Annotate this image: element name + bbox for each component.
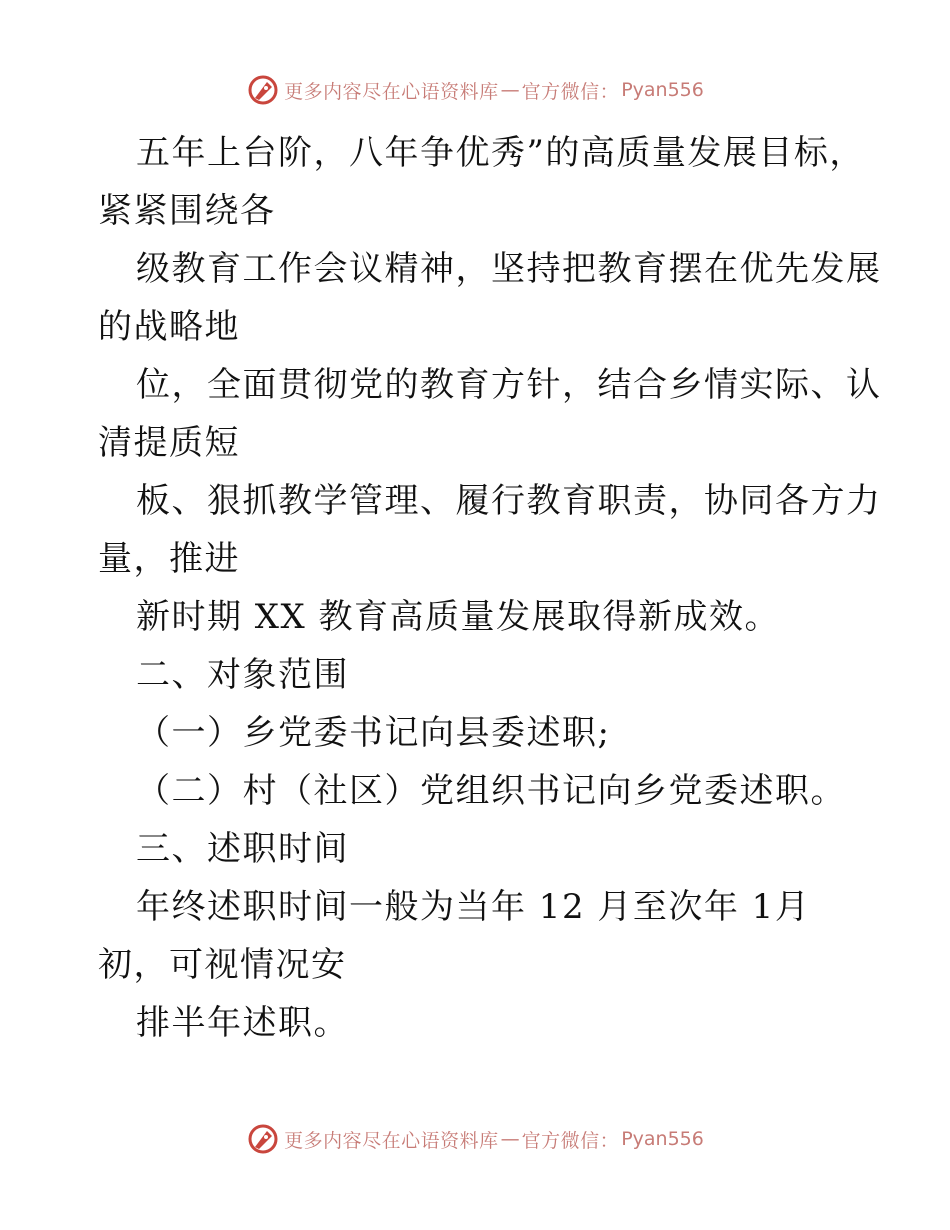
text-line: 级教育工作会议精神，坚持把教育摆在优先发展: [136, 249, 882, 289]
watermark-separator: —: [500, 79, 520, 101]
text-line: 年终述职时间一般为当年 12 月至次年 1月: [136, 887, 811, 927]
section-heading: 二、对象范围: [136, 655, 349, 695]
text-line: 的战略地: [98, 307, 240, 347]
watermark-wechat-id: Pyan556: [621, 79, 704, 101]
text-line: 初，可视情况安: [98, 945, 347, 985]
list-item: （一）乡党委书记向县委述职;: [136, 713, 611, 753]
header-watermark: [0, 72, 950, 108]
document-body: [98, 124, 882, 1052]
pen-nib-circle-icon: [246, 73, 280, 107]
watermark-separator: —: [500, 1128, 520, 1150]
pen-nib-circle-icon: [246, 1122, 280, 1156]
footer-watermark: [0, 1121, 950, 1157]
watermark-wechat-label: 官方微信：: [521, 1129, 620, 1152]
watermark-text: 更多内容尽在心语资料库: [284, 80, 499, 103]
text-line: 五年上台阶，八年争优秀”的高质量发展目标，: [136, 133, 865, 173]
list-item: （二）村（社区）党组织书记向乡党委述职。: [136, 771, 846, 811]
text-line: 排半年述职。: [136, 1003, 349, 1043]
text-line: 板、狠抓教学管理、履行教育职责，协同各方力: [136, 481, 882, 521]
watermark-wechat-label: 官方微信：: [521, 80, 620, 103]
section-heading: 三、述职时间: [136, 829, 349, 869]
text-line: 清提质短: [98, 423, 240, 463]
text-line: 量，推进: [98, 539, 240, 579]
watermark-wechat-id: Pyan556: [621, 1128, 704, 1150]
text-line: 位，全面贯彻党的教育方针，结合乡情实际、认: [136, 365, 882, 405]
watermark-text: 更多内容尽在心语资料库: [284, 1129, 499, 1152]
text-line: 紧紧围绕各: [98, 191, 276, 231]
text-line: 新时期 XX 教育高质量发展取得新成效。: [136, 597, 781, 637]
